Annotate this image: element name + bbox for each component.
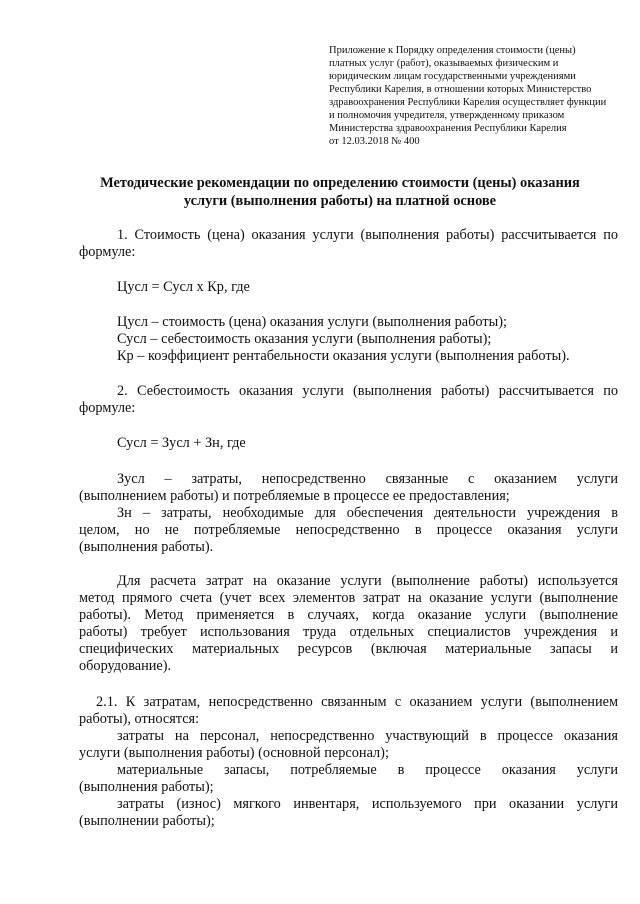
definition-line: Сусл – себестоимость оказания услуги (выполнения работы); bbox=[117, 331, 492, 347]
paragraph-line: метод прямого счета (учет всех элементов затрат на оказание услуги (выполнение bbox=[79, 590, 618, 606]
method-paragraph bbox=[79, 573, 618, 675]
section-1-intro bbox=[79, 227, 618, 261]
paragraph-line: затраты (износ) мягкого инвентаря, используемого при оказании услуги bbox=[117, 796, 618, 812]
cost-item-personnel bbox=[79, 728, 618, 762]
paragraph-line: работы) требует использования труда отдельных специалистов учреждения и bbox=[79, 624, 618, 640]
definition-line: Кр – коэффициент рентабельности оказания услуги (выполнения работы). bbox=[117, 348, 570, 364]
appendix-line: от 12.03.2018 № 400 bbox=[329, 136, 420, 147]
formula-1 bbox=[117, 279, 640, 296]
paragraph-line: Зусл – затраты, непосредственно связанные с оказанием услуги bbox=[117, 471, 618, 487]
paragraph-line: 2.1. К затратам, непосредственно связанным с оказанием услуги (выполнением bbox=[96, 694, 618, 710]
paragraph-line: затраты на персонал, непосредственно участвующий в процессе оказания bbox=[117, 728, 618, 744]
paragraph-line: (выполнения работы). bbox=[79, 539, 214, 555]
formula-2-def-zusl bbox=[79, 471, 618, 505]
title-line: Методические рекомендации по определению стоимости (цены) оказания bbox=[100, 175, 580, 191]
cost-item-inventory bbox=[79, 796, 618, 830]
paragraph-line: 2. Себестоимость оказания услуги (выполнения работы) рассчитывается по bbox=[117, 383, 618, 399]
paragraph-line: работы). Метод применяется в случаях, когда оказание услуги (выполнение bbox=[79, 607, 618, 623]
appendix-note bbox=[329, 44, 629, 148]
formula-2 bbox=[117, 435, 640, 452]
appendix-line: Министерства здравоохранения Республики Карелия bbox=[329, 123, 567, 134]
title-line: услуги (выполнения работы) на платной основе bbox=[183, 193, 497, 209]
paragraph-line: целом, но не потребляемые непосредственно в процессе оказания услуги bbox=[79, 522, 618, 538]
paragraph-line: (выполнения работы); bbox=[79, 779, 214, 795]
section-2-1-intro bbox=[79, 694, 618, 728]
formula-text: Сусл = Зусл + Зн, где bbox=[117, 435, 246, 451]
cost-item-materials bbox=[79, 762, 618, 796]
appendix-line: юридическим лицам государственными учреждениями bbox=[329, 71, 576, 82]
appendix-line: Республики Карелия, в отношении которых Министерство bbox=[329, 84, 592, 95]
paragraph-line: оборудование). bbox=[79, 658, 172, 674]
paragraph-line: формуле: bbox=[79, 400, 136, 416]
paragraph-line: формуле: bbox=[79, 244, 136, 260]
paragraph-line: Для расчета затрат на оказание услуги (выполнение работы) используется bbox=[117, 573, 618, 589]
appendix-line: Приложение к Порядку определения стоимости (цены) bbox=[329, 45, 576, 56]
paragraph-line: материальные запасы, потребляемые в процессе оказания услуги bbox=[117, 762, 618, 778]
paragraph-line: специфических материальных ресурсов (включая материальные запасы и bbox=[79, 641, 618, 657]
paragraph-line: (выполнении работы); bbox=[79, 813, 215, 829]
paragraph-line: работы), относятся: bbox=[79, 711, 200, 727]
appendix-line: платных услуг (работ), оказываемых физическим и bbox=[329, 58, 559, 69]
appendix-line: и полномочия учредителя, утвержденному приказом bbox=[329, 110, 565, 121]
section-2-intro bbox=[79, 383, 618, 417]
formula-2-def-zn bbox=[79, 505, 618, 556]
paragraph-line: услуги (выполнения работы) (основной персонал); bbox=[79, 745, 389, 761]
formula-text: Цусл = Сусл х Кр, где bbox=[117, 279, 250, 295]
definition-line: Цусл – стоимость (цена) оказания услуги (выполнения работы); bbox=[117, 314, 507, 330]
paragraph-line: 1. Стоимость (цена) оказания услуги (выполнения работы) рассчитывается по bbox=[117, 227, 618, 243]
formula-1-definitions bbox=[117, 314, 640, 365]
paragraph-line: (выполнением работы) и потребляемые в процессе ее предоставления; bbox=[79, 488, 510, 504]
document-title bbox=[80, 174, 600, 210]
appendix-line: здравоохранения Республики Карелия осуществляет функции bbox=[329, 97, 607, 108]
paragraph-line: Зн – затраты, необходимые для обеспечения деятельности учреждения в bbox=[117, 505, 618, 521]
